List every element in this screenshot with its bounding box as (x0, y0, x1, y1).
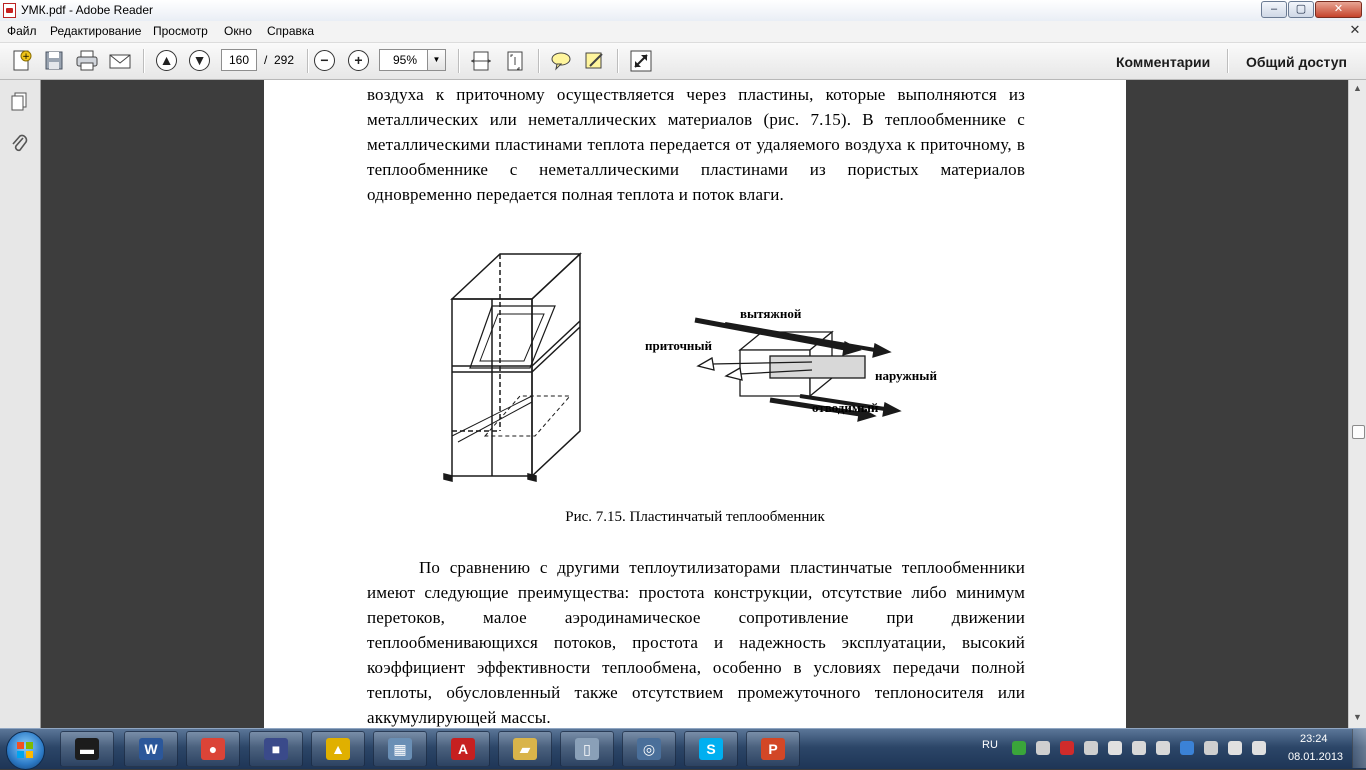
taskbar-app-disc-player[interactable] (622, 731, 676, 767)
fit-width-scroll-icon[interactable] (468, 48, 494, 74)
taskbar-app-word[interactable] (124, 731, 178, 767)
clock-date[interactable]: 08.01.2013 (1288, 751, 1344, 763)
tray-icon[interactable] (1108, 741, 1122, 755)
next-page-icon[interactable]: ▼ (189, 50, 210, 71)
paragraph-top: воздуха к приточному осуществляется через пластины, которые выполняются из металлических или неметаллических материалов (рис. 7.15). В теплообменнике с металлическими пластинами теплота передается от удаляемого воздуха к приточному, в теплообменнике с неметаллическими пластинами из пористых материалов одновременно передается полная теплота и поток влаги. (367, 85, 1025, 204)
tray-icon[interactable] (1252, 741, 1266, 755)
pdf-page[interactable] (264, 80, 1126, 728)
menu-bar (0, 21, 1366, 43)
menu-edit[interactable]: Редактирование (50, 24, 142, 38)
zoom-dropdown-icon[interactable]: ▼ (427, 49, 446, 71)
label-removed: отводимый (812, 400, 879, 415)
taskbar-app-skype[interactable] (684, 731, 738, 767)
label-outdoor: наружный (875, 368, 937, 383)
figure-caption: Рис. 7.15. Пластинчатый теплообменник (565, 509, 825, 525)
tray-icon[interactable] (1204, 741, 1218, 755)
full-screen-icon[interactable] (628, 48, 654, 74)
previous-page-icon[interactable]: ▲ (156, 50, 177, 71)
vertical-scrollbar[interactable] (1348, 80, 1366, 728)
explorer-folder-icon: ▰ (513, 738, 537, 760)
scroll-down-icon[interactable]: ▼ (1353, 712, 1362, 722)
heat-exchanger-figure (440, 246, 960, 486)
skype-icon: S (699, 738, 723, 760)
page-total: 292 (274, 53, 295, 67)
menu-window[interactable]: Окно (224, 24, 252, 38)
zoom-input[interactable]: 95% (379, 49, 431, 71)
document-viewport[interactable] (41, 80, 1348, 728)
zoom-in-icon[interactable]: + (348, 50, 369, 71)
minimize-button[interactable]: – (1261, 1, 1287, 18)
scroll-up-icon[interactable]: ▲ (1353, 83, 1362, 93)
zoom-out-icon[interactable]: − (314, 50, 335, 71)
tray-icon[interactable] (1228, 741, 1242, 755)
adobe-reader-icon: A (451, 738, 475, 760)
disc-player-icon: ◎ (637, 738, 661, 760)
taskbar-app-adobe-reader[interactable] (436, 731, 490, 767)
calculator-icon: ▦ (388, 738, 412, 760)
toolbar-separator (1227, 49, 1229, 73)
floppy-icon: ■ (264, 738, 288, 760)
attachments-paperclip-icon[interactable] (8, 132, 32, 156)
taskbar-app-calculator[interactable] (373, 731, 427, 767)
show-desktop-button[interactable] (1352, 729, 1366, 768)
taskbar-app-daemon-tools[interactable] (311, 731, 365, 767)
start-button-icon[interactable] (6, 731, 45, 770)
taskbar-app-powerpoint[interactable] (746, 731, 800, 767)
page-thumbnails-icon[interactable] (8, 90, 32, 114)
title-bar (0, 0, 1366, 22)
svg-text:+: + (22, 52, 30, 62)
taskbar-app-phone-sync[interactable] (560, 731, 614, 767)
close-window-button[interactable]: ✕ (1315, 1, 1362, 18)
menu-view[interactable]: Просмотр (153, 24, 208, 38)
word-icon: W (139, 738, 163, 760)
toolbar-separator (617, 49, 619, 73)
toolbar-separator (143, 49, 145, 73)
clock-time[interactable]: 23:24 (1300, 733, 1328, 745)
tray-icon[interactable] (1012, 741, 1026, 755)
label-exhaust: вытяжной (740, 306, 802, 321)
tray-icon[interactable] (1180, 741, 1194, 755)
tray-icon[interactable] (1036, 741, 1050, 755)
fit-page-icon[interactable] (502, 48, 528, 74)
tray-icon[interactable] (1084, 741, 1098, 755)
tray-icon[interactable] (1156, 741, 1170, 755)
menu-help[interactable]: Справка (267, 24, 315, 38)
email-icon[interactable] (107, 48, 133, 74)
create-pdf-icon[interactable] (9, 48, 35, 74)
scroll-thumb[interactable] (1352, 425, 1365, 439)
paragraph-bottom: По сравнению с другими теплоутилизаторами пластинчатые теплообменники имеют следующие преимущества: простота конструкции, отсутствие либо минимум перетоков, малое аэродинамическое сопротивление при движении теплообменивающихся потоков, простота и надежность эксплуатации, высокий коэффициент эффективности теплообмена, особенно в условиях передачи полной теплоты, обусловленный также отсутствием промежуточного теплоносителя или аккумулирующей массы. (367, 558, 1025, 727)
input-language-indicator[interactable]: RU (982, 739, 998, 751)
daemon-tools-icon: ▲ (326, 738, 350, 760)
comments-pane-button[interactable]: Комментарии (1116, 54, 1211, 70)
cabinet-drawing (444, 254, 580, 481)
taskbar-app-file-manager[interactable] (60, 731, 114, 767)
toolbar-separator (458, 49, 460, 73)
comment-note-icon[interactable] (548, 48, 574, 74)
tray-icon[interactable] (1132, 741, 1146, 755)
close-document-icon[interactable]: ✕ (1349, 22, 1361, 37)
toolbar-separator (538, 49, 540, 73)
label-supply: приточный (645, 338, 713, 353)
taskbar-app-chrome[interactable] (186, 731, 240, 767)
window-title: УМК.pdf - Adobe Reader (21, 3, 154, 17)
share-pane-button[interactable]: Общий доступ (1246, 54, 1347, 70)
adobe-reader-app-icon[interactable] (3, 3, 16, 18)
tray-icon[interactable] (1060, 741, 1074, 755)
chrome-icon: ● (201, 738, 225, 760)
print-icon[interactable] (74, 48, 100, 74)
file-manager-icon: ▬ (75, 738, 99, 760)
taskbar-app-explorer-folder[interactable] (498, 731, 552, 767)
page-number-input[interactable]: 160 (221, 49, 257, 71)
phone-sync-icon: ▯ (575, 738, 599, 760)
menu-file[interactable]: Файл (7, 24, 37, 38)
navigation-pane (0, 80, 41, 728)
taskbar-app-floppy[interactable] (249, 731, 303, 767)
save-icon[interactable] (41, 48, 67, 74)
toolbar-separator (307, 49, 309, 73)
maximize-button[interactable]: ▢ (1288, 1, 1314, 18)
page-separator: / (264, 53, 268, 67)
powerpoint-icon: P (761, 738, 785, 760)
highlight-pen-icon[interactable] (581, 48, 607, 74)
